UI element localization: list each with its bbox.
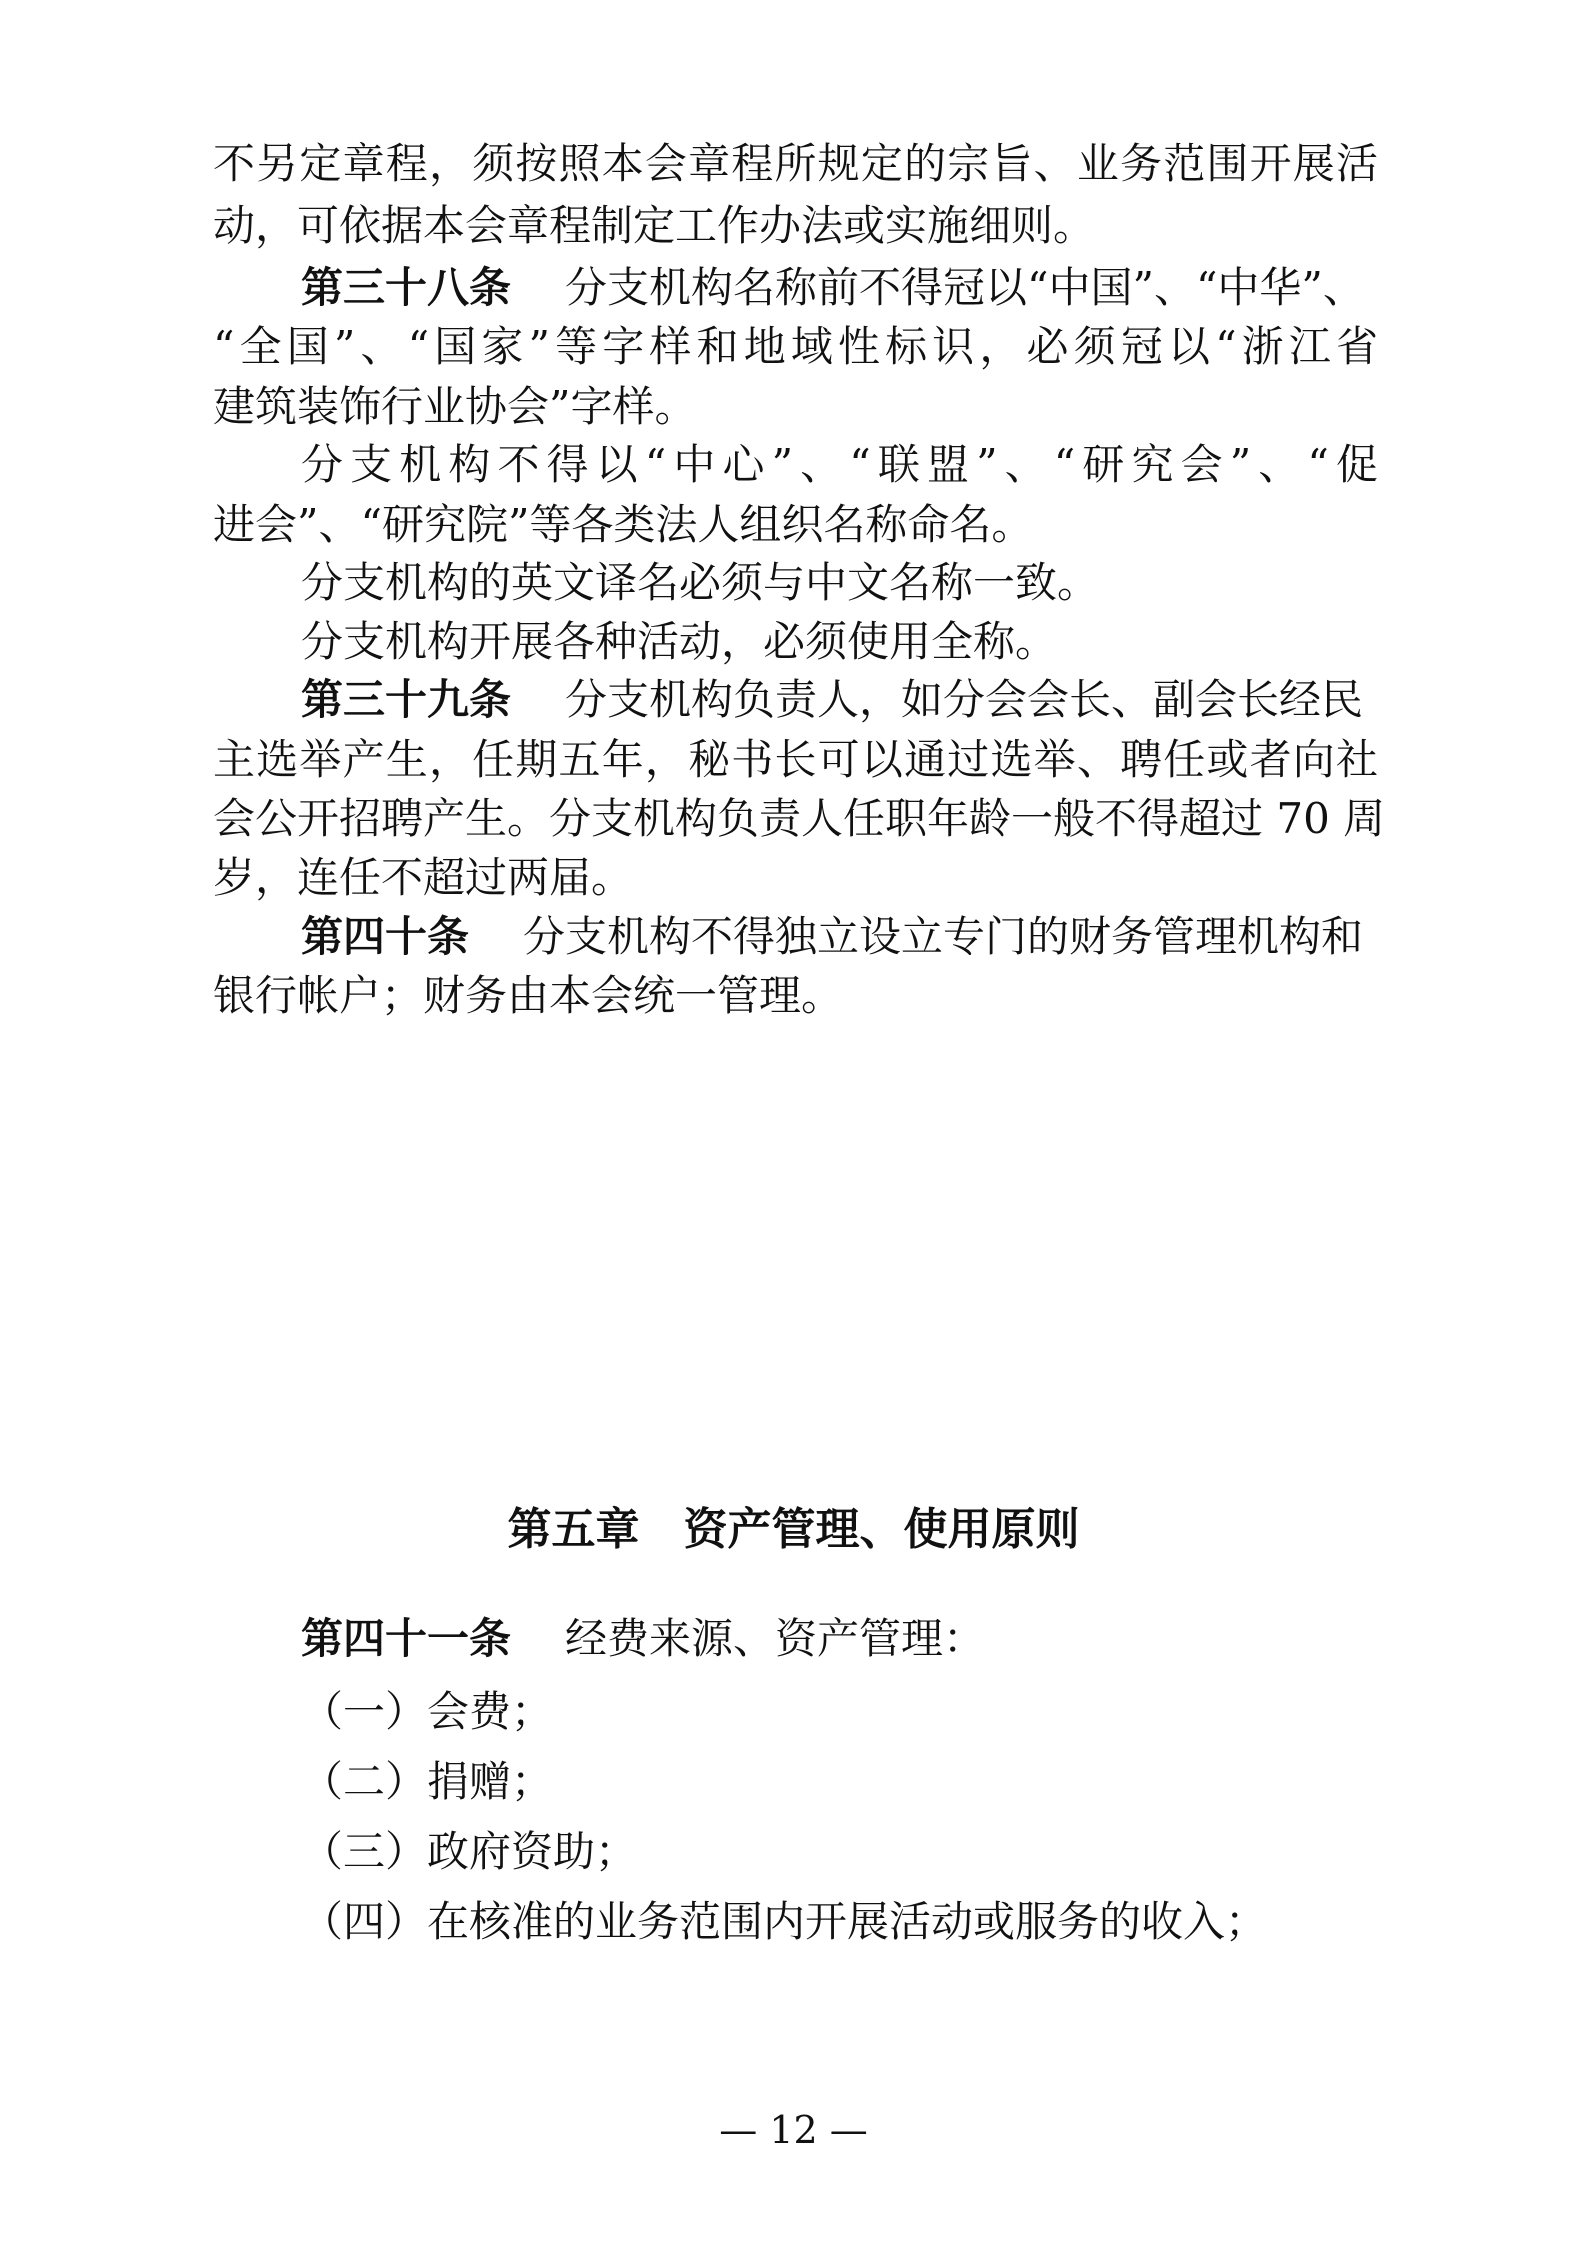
article-41-heading: 第四十一条 xyxy=(301,1614,512,1663)
text-line: 建筑装饰行业协会”字样。 xyxy=(213,382,697,431)
text-line: 主选举产生，任期五年，秘书长可以通过选举、聘任或者向社 xyxy=(213,735,1378,784)
text-line: 银行帐户；财务由本会统一管理。 xyxy=(213,971,844,1020)
text-line: 会公开招聘产生。分支机构负责人任职年龄一般不得超过 70 周 xyxy=(213,794,1386,843)
article-39-line-1 xyxy=(301,674,1378,726)
list-item: （三）政府资助； xyxy=(301,1827,638,1876)
text-line: “全国”、“国家”等字样和地域性标识，必须冠以“浙江省 xyxy=(213,322,1378,371)
text-line: 分支机构开展各种活动，必须使用全称。 xyxy=(301,617,1058,666)
article-38-line-1 xyxy=(301,262,1378,314)
text-line: 分支机构的英文译名必须与中文名称一致。 xyxy=(301,558,1100,607)
list-item: （四）在核准的业务范围内开展活动或服务的收入； xyxy=(301,1897,1268,1946)
text-line: 不另定章程，须按照本会章程所规定的宗旨、业务范围开展活 xyxy=(213,139,1378,188)
article-38-text: 分支机构名称前不得冠以“中国”、“中华”、 xyxy=(565,263,1365,312)
text-line: 动，可依据本会章程制定工作办法或实施细则。 xyxy=(213,201,1096,250)
text-line: 分支机构不得以“中心”、“联盟”、“研究会”、“促 xyxy=(301,440,1378,489)
list-item: （二）捐赠； xyxy=(301,1757,554,1806)
list-item: （一）会费； xyxy=(301,1687,554,1736)
article-41-line-1 xyxy=(301,1613,1378,1665)
chapter-title: 第五章 资产管理、使用原则 xyxy=(507,1504,1080,1555)
article-39-heading: 第三十九条 xyxy=(301,675,512,724)
article-40-heading: 第四十条 xyxy=(301,912,470,961)
page-number: — 12 — xyxy=(719,2108,868,2152)
article-38-heading: 第三十八条 xyxy=(301,263,512,312)
article-40-line-1 xyxy=(301,911,1378,963)
article-39-text: 分支机构负责人，如分会会长、副会长经民 xyxy=(565,675,1364,724)
article-40-text: 分支机构不得独立设立专门的财务管理机构和 xyxy=(523,912,1364,961)
article-41-text: 经费来源、资产管理： xyxy=(565,1614,986,1663)
text-line: 进会”、“研究院”等各类法人组织名称命名。 xyxy=(213,500,1034,549)
text-line: 岁，连任不超过两届。 xyxy=(213,853,634,902)
